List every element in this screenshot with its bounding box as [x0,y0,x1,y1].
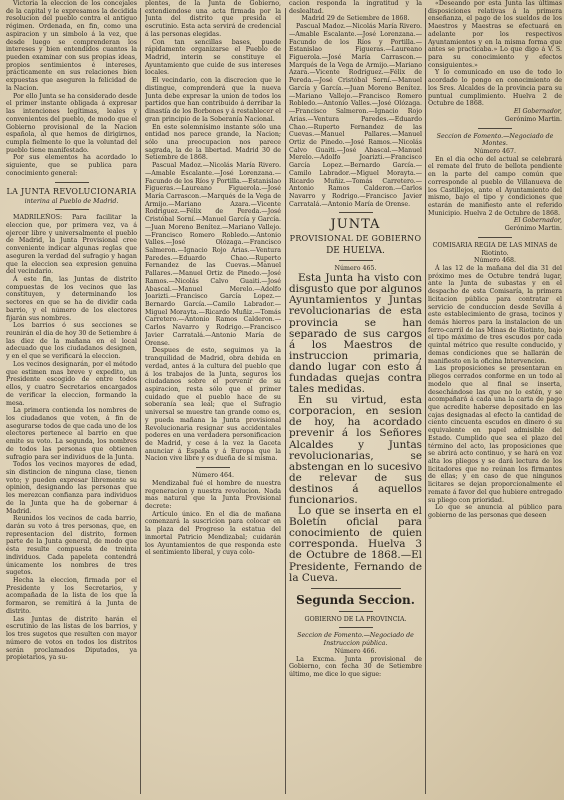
paragraph: Por ello Junta se ha considerado desde el primer instante obligada á expresar las intenciones legítimas, leales y convenientes del pueblo, de modo que el Gobierno provisional de la Nacion española, al que hemos de dirigirnos, cumpla fielmente lo que la voluntad del pueblo tiene manifestado. [6,92,137,154]
governor-title: El Gobernador, [513,217,562,225]
paragraph: cacion responda la ingratitud y la deslealtad. [289,0,422,15]
governor-signature: Gerónimo Martin. [504,115,562,123]
divider [339,212,373,213]
paragraph: Y lo comunicado en uso de todo lo acordado lo pongo en conocimiento de los Sres. Alcaldes de la provincia para su puntual cumplimiento. Huelva 2 de Octubre de 1868. [428,69,562,108]
paragraph: Á las 12 de la mañana del dia 31 del próximo mes de Octubre tendrá lugar, ante la Junta de subastas y en el despacho de esta Comisaría, la primera licitacion pública para contratar el servicio de conduccion desde Sevilla á este establecimiento de grasa, tocinos y demás hierros para la instalacion de un ferro-carril de las Minas de Riotinto, bajo el tipo máximo de tres escudos por cada quintal métrico que resulte conducido, y demas condiciones que se hallarán de manifiesto en la oficina Intervencion. [428,265,562,365]
paragraph: En este solemnísimo instante sólo una entidad nos parece grande, la Nacion; sólo una preocupacion nos parece sagrada, la de la libertad. Madrid 30 de Setiembre de 1868. [145,123,281,162]
paragraph: La Excma. Junta provisional de Gobierno, con fecha 30 de Setiembre último, me dice lo que sigue: [289,655,422,679]
section-heading: Segunda Seccion. [296,592,415,607]
paragraph: La primera contienda los nombres de los ciudadanos que voten, á fin de asegurarse todos de que cada uno de los electores pertenece al barrio en que emite su voto. La segunda, los nombres de todos las personas que obtienen sufragio para ser individuos de la Junta. [6,407,137,461]
paragraph: plentes, de la Junta de Gobierno, extendiendose una acta firmada por la Junta del distrito que presida el escrutinio. Esta acta servirá de credencial á las personas elegidas. [145,0,281,38]
junta-heading: JUNTA [330,217,381,233]
column-rule [140,8,141,794]
paragraph-large: En su virtud, esta corporacion, en sesion de hoy, ha acordado prevenir á los Señores Alcaldes y Juntas revolucionarias, se abstengan en lo sucesivo de relevar de sus destinos á aquellos funcionarios. [289,394,422,506]
governor-title: El Gobernador, [513,108,562,116]
paragraph: El vecindario, con la discrecion que le distingue, comprenderá que la nueva Junta debe expresar la union de todos los partidos que han contribuido á derribar la dinastía de los Borbones y á restablecer el gran principio de la Soberanía Nacional. [145,77,281,123]
governor-signature: Gerónimo Martin. [504,225,562,233]
paragraph: Por sus elementos ha acordado lo siguiente, que se publica para conocimiento general: [6,154,137,177]
paragraph: MADRILEÑOS: Para facilitar la eleccion que, por primera vez, va á ejercer libre y universalmente el pueblo de Madrid, la Junta Provisional cree conveniente indicar algunas reglas que aseguren la verdad del sufragio y hagan que la eleccion sea expresion genuina del vecindario. [6,214,137,276]
signatories: Pascual Madoz.—Nicolás María Rivero.—Amable Escalante.—José Lorenzana.—Facundo de los Ríos y Portilla.—Estanislao Figueras.—Laureano Figuerola.—José María Carrascon.—Marqués de la Vega de Armijo.—Mariano Azara.—Vicente Rodriguez.—Félix de Pereda.—José Cristóbal Sorní.—Manuel García y García.—Juan Moreno Benítez.—Mariano Vallejo.—Francisco Romero Robledo.—Antonio Valles.—José Olózaga.—Francisco Salmeron.—Ignacio Rojo Arias.—Ventura Paredes.—Eduardo Chao.—Ruperto Fernandez de las Cuevas.—Manuel Pallares.—Manuel Ortiz de Pinedo.—José Ramos.—Nicolás Calvo Guaiti.—José Abascal.—Manuel Merelo.—Adolfo Joarizti.—Francisco García Lopez.—Bernardo García.—Camilo Labrador.—Miguel Morayta.—Ricardo Muñiz.—Tomás Carretero.—Antonio Ramos Calderon.—Carlos Navarro y Rodrigo.—Francisco Javier Carratalá.—Antonio María de Orense. [289,23,422,208]
divider [55,209,89,210]
divider [196,467,230,468]
decree-number: Número 465. [334,265,377,273]
paragraph: Á este fin, las Juntas de distrito compuestas de los vecinos que las constituyen, y determinando los sectores en que se ha de dividir cada barrio, y el número de los electores fijarán sus nombres. [6,276,137,322]
paragraph: Los barrios ó sus secciones se reunirán el dia de hoy 30 de Setiembre á las diez de la mañana en el local adecuado que los ciudadanos designen, y en el que se verificará la eleccion. [6,322,137,361]
paragraph: Reunidos los vecinos de cada barrio, darán su voto á tres personas, que, en representacion del distrito, formen parte de la Junta general, de modo que ésta resulte compuesta de treinta individuos. Cada papeleta contendrá únicamente los nombres de tres sugetos. [6,515,137,577]
paragraph: Las Juntas de distrito harán el escrutinio de las listas de los barrios, y los tres sugetos que resulten con mayor número de votos en todos los distritos serán proclamados Diputados, ya propietarios, ya su- [6,615,137,662]
dateline: Madrid 29 de Setiembre de 1868. [301,15,410,23]
decree-number: Número 468. [473,257,517,265]
subsection-heading: COMISARIA REGIA DE LAS MINAS de Riotinto. [432,241,558,257]
paragraph: Despues de esto, seguimos ya la tranquilidad de Madrid, obra debida en verdad, antes á la cultura del pueblo que á los trabajos de la Junta, seguros los ciudadanos sobre el porvenir de su aspiracion, resta sólo que el primer cuidado que el pueblo hace de su soberanía sea leal; que el Sufragio universal se muestre tan grande como es, y pueda mañana la Junta provisional Revolucionaria resignar sus accidentales poderes en una verdadera personificacion de Madrid, y cese á la vez la Gaceta anunciar á España y á Europa que la Nacion vive libre y es dueña de sí misma. [145,347,281,463]
paragraph: En el dia ocho del actual se celebrará el remate del fruto de bellota pendiente en la parte del campo común que corresponde al pueblo de Villanueva de los Castillejos, ante el Ayuntamiento del mismo, bajo el tipo y condiciones que estarán de manifiesto ante el referido Municipio. Huelva 2 de Octubre de 1868. [428,155,562,217]
divider [339,260,373,261]
huelva-heading: DE HUELVA. [326,246,385,257]
divider [478,237,512,238]
junta-subheading: PROVISIONAL DE GOBIERNO [289,234,422,244]
subsection-heading: GOBIERNO DE LA PROVINCIA. [304,615,407,623]
decree-number: Número 466. [334,647,377,655]
decree-number: Número 467. [473,147,517,155]
column-4 [428,0,562,800]
column-3 [289,0,422,800]
column-2 [145,0,281,800]
paragraph-large: Lo que se inserta en el Boletín oficial para conocimiento de quien corresponda. Huelva 3 de Octubre de 1868.—El Presidente, Fernando de la Cueva. [289,505,422,584]
paragraph: Artículo único. En el dia de mañana comenzará la suscricion para colocar en la plaza del Progreso la estatua del inmortal Patricio Mendizabal; cuidarán los Ayuntamientos de que responda este el sentimiento liberal, y cuya colo- [145,510,281,557]
signatories: Pascual Madoz.—Nicolás María Rivero.—Amable Escalante.—José Lorenzana.—Facundo de los Ríos y Portilla.—Estanislao Figueras.—Laureano Figuerola.—José María Carrascon.—Marqués de la Vega de Armijo.—Mariano Azara.—Vicente Rodriguez.—Félix de Pereda.—José Cristóbal Sorní.—Manuel García y García.—Juan Moreno Benítez.—Mariano Vallejo.—Francisco Romero Robledo.—Antonio Valles.—José Olózaga.—Francisco Salmeron.—Ignacio Rojo Arias.—Ventura Paredes.—Eduardo Chao.—Ruperto Fernandez de las Cuevas.—Manuel Pallares.—Manuel Ortiz de Pinedo.—José Ramos.—Nicolás Calvo Guaiti.—José Abascal.—Manuel Merelo.—Adolfo Joarizti.—Francisco García Lopez.—Bernardo García.—Camilo Labrador.—Miguel Morayta.—Ricardo Muñiz.—Tomás Carretero.—Antonio Ramos Calderon.—Carlos Navarro y Rodrigo.—Francisco Javier Carratalá.—Antonio María de Orense. [145,162,281,347]
column-1 [6,0,137,800]
paragraph: Mendizabal fué el hombre de nuestra regeneracion y nuestra revolucion. Nada mas natural que la Junta Provisional decrete: [145,479,281,510]
column-rule [425,8,426,794]
paragraph-large: Esta Junta ha visto con disgusto que por algunos Ayuntamientos y Juntas revolucionarias de esta provincia se han separado de sus cargos á los Maestros de instruccion primaria, dando lugar con esto á fundadas quejas contra tales medidas. [289,272,422,396]
divider [339,627,373,628]
divider [55,182,89,183]
decree-number: Número 464. [191,472,235,480]
divider [478,128,512,129]
paragraph: Los vecinos designarán, por el método que estimen mas breve y expedito, un Presidente escogido de entre todos ellos, y cuatro Secretarios encargados de verificar la eleccion, formando la mesa. [6,360,137,407]
paragraph: Hecha la eleccion, firmada por el Presidente y los Secretarios, y acompañada de la lista de los que la formaron, se remitirá á la Junta de distrito. [6,577,137,615]
divider [311,588,401,589]
paragraph: «Deseando por esta Junta las últimas disposiciones relativas á la primera enseñanza, el pago de los sueldos de los Maestros y Maestras se efectuará en adelante por los respectivos Ayuntamientos y en la misma forma que antes se practicaba.» Lo que digo á V. S. para su conocimiento y efectos consiguientes.» [428,0,562,69]
paragraph: Con tan sencillas bases, puede rápidamente organizarse el Pueblo de Madrid, interin se constituye el Ayuntamiento que cuide de sus intereses locales. [145,38,281,77]
subsection-label: Seccion de Fomento.—Negociado de Instruccion pública. [297,632,414,648]
paragraph: Victoria la eleccion de los concejales de la capital y le expresamos la decidida resolucion del pueblo contra el antiguo régimen. Ordenada, en fin, como una aspiracion y un simbolo á la vez, que desde luego se comprenderan los intereses y bien entendidos cuantos la pueden examinar con sus propias ideas, propios sentimientos é intereses, prácticamente en sus relaciones bien expuestas que aseguren la felicidad de la Nacion. [6,0,137,92]
subsection-label: Seccion de Fomento.—Negociado de Montes. [436,132,554,148]
section-subtitle: interina al Pueblo de Madrid. [24,197,119,205]
section-title: LA JUNTA REVOLUCIONARIA [6,186,137,196]
column-rule [285,8,286,794]
paragraph: Todos los vecinos mayores de edad, sin distincion de ninguna clase, tienen voto; y pueden expresar libremente su opinion, designando las personas que les merezcan confianza para individuos de la Junta que ha de gobernar á Madrid. [6,461,137,515]
paragraph: Lo que se anuncia al público para gobierno de las personas que deseen [428,504,562,519]
divider [339,611,373,612]
paragraph: Las proposiciones se presentaran en pliegos cerrados conforme en un todo al modelo que al final se inserta, desechándose las que no lo estén, y se acompañará á cada una la carta de pago que acredite haberse depositado en las cajas designadas al efecto la cantidad de ciento cincuenta escudos en dinero ó su equivalente en papel admisible del Estado. Cumplido que sea el plazo del término del acto, las proposiciones que se abrirá acto continuo, y se hará en voz alta los pliegos y se dará lectura de los licitadores que no reúnan los firmantes de ellas; y en caso de que ningunos licitares se dejan proporcionalmente el remate á favor del que hubiere entregado su pliego con prioridad. [428,365,562,504]
